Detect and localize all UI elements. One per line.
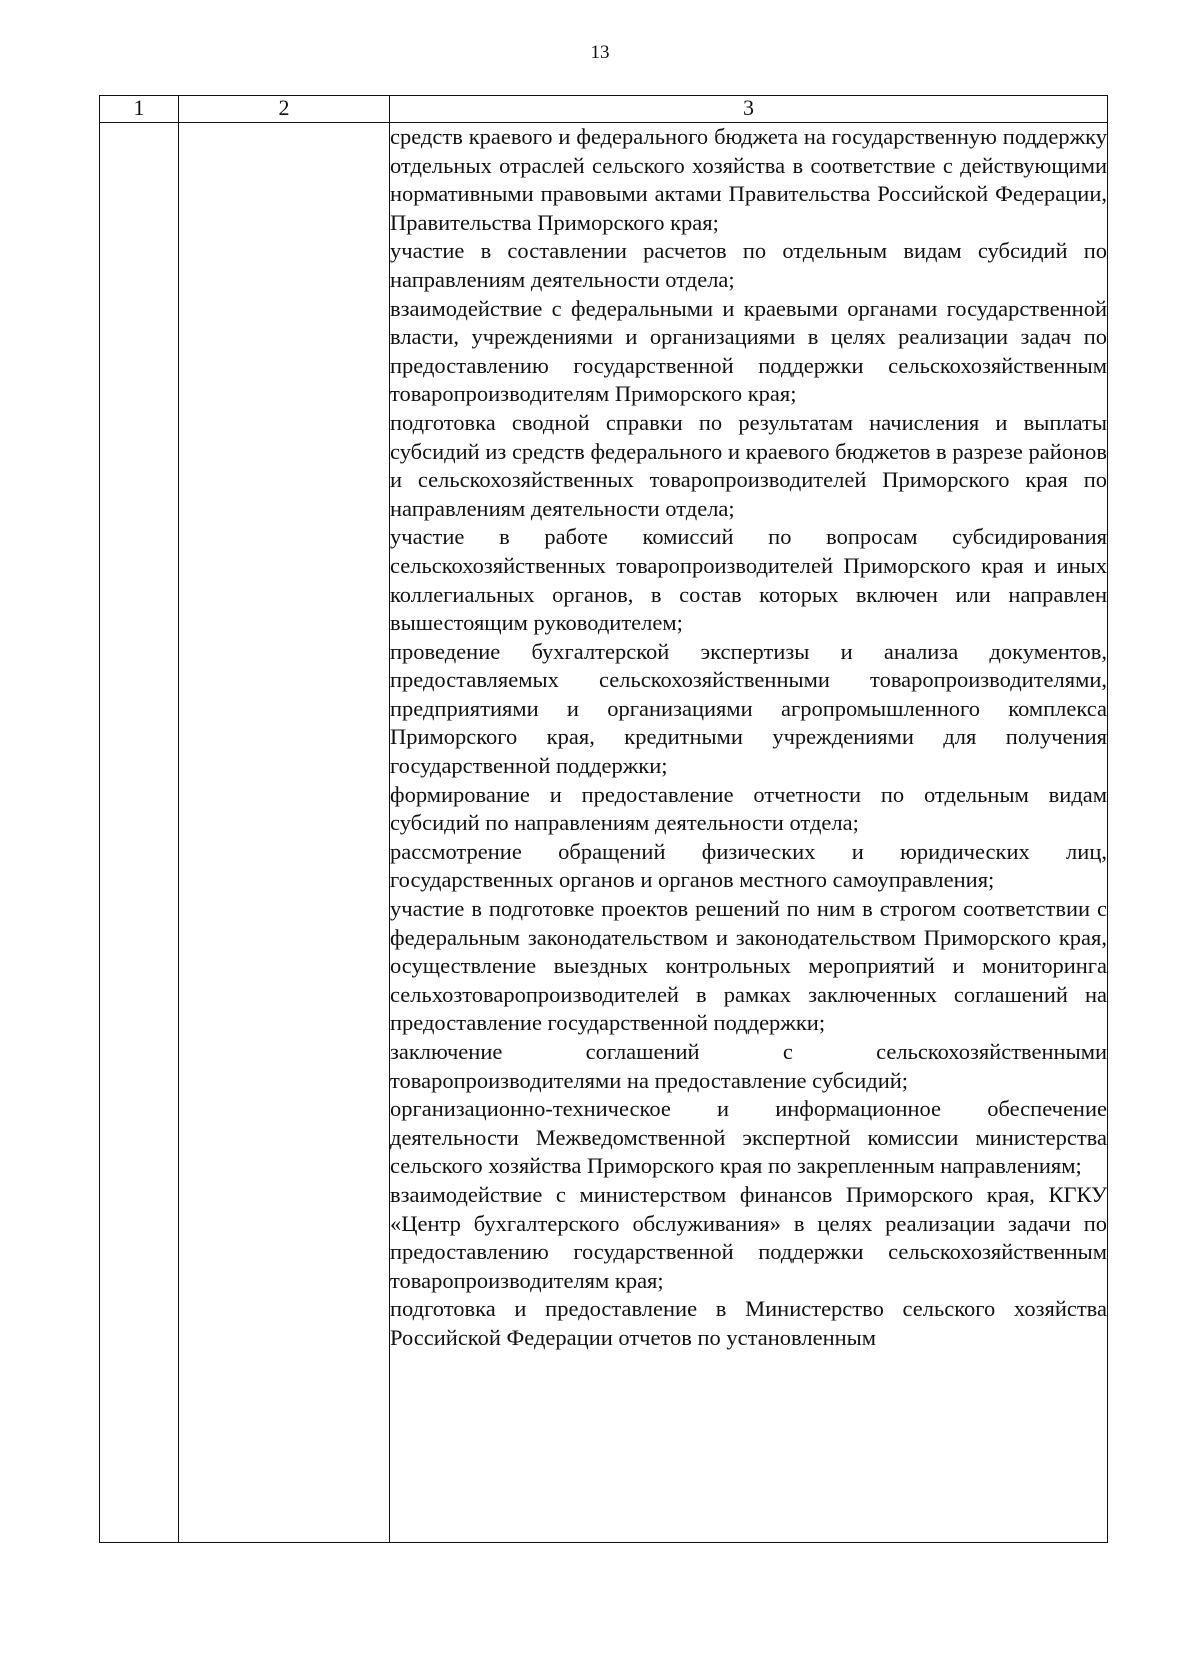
duty-paragraph: подготовка и предоставление в Министерство сельского хозяйства Российской Федерации отчетов по установленным: [390, 1296, 1107, 1350]
table-header-row: [100, 96, 1108, 123]
table-cell-col1: [100, 123, 179, 1543]
duty-paragraph: взаимодействие с министерством финансов Приморского края, КГКУ «Центр бухгалтерского обслуживания» в целях реализации задачи по предоставлению государственной поддержки сельскохозяйственным товаропроизводителям края;: [390, 1181, 1107, 1293]
duty-paragraph: участие в работе комиссий по вопросам субсидирования сельскохозяйственных товаропроизводителей Приморского края и иных коллегиальных органов, в состав которых включен или направлен вышестоящим руководителем;: [390, 524, 1107, 636]
duty-paragraph: организационно-техническое и информационное обеспечение деятельности Межведомственной экспертной комиссии министерства сельского хозяйства Приморского края по закрепленным направлениям;: [390, 1096, 1107, 1179]
duty-paragraph: формирование и предоставление отчетности по отдельным видам субсидий по направлениям деятельности отдела;: [390, 781, 1107, 836]
duty-paragraph: средств краевого и федерального бюджета на государственную поддержку отдельных отраслей сельского хозяйства в соответствие с действующими нормативными правовыми актами Правительства Российской Федерации, Правительства Приморского края;: [390, 124, 1107, 235]
duty-paragraph: взаимодействие с федеральными и краевыми органами государственной власти, учреждениями и организациями в целях реализации задач по предоставлению государственной поддержки сельскохозяйственным товаропроизводителям Приморского края;: [390, 295, 1107, 407]
duty-paragraph: рассмотрение обращений физических и юридических лиц, государственных органов и органов местного самоуправления;: [390, 838, 1107, 893]
duty-paragraph: участие в подготовке проектов решений по ним в строгом соответствии с федеральным законодательством и законодательством Приморского края, осуществление выездных контрольных мероприятий и мониторинга сельхозтоваропроизводителей в рамках заключенных соглашений на предоставление государственной поддержки;: [390, 896, 1107, 1036]
table-cell-col2: [179, 123, 390, 1543]
duty-paragraph: заключение соглашений с сельскохозяйственными товаропроизводителями на предоставление субсидий;: [390, 1039, 1107, 1093]
table-cell-col3: [390, 123, 1108, 1543]
duty-paragraph: проведение бухгалтерской экспертизы и анализа документов, предоставляемых сельскохозяйственными товаропроизводителями, предприятиями и организациями агропромышленного комплекса Приморского края, кредитными учреждениями для получения государственной поддержки;: [390, 638, 1107, 779]
duty-paragraph: подготовка сводной справки по результатам начисления и выплаты субсидий из средств федерального и краевого бюджетов в разрезе районов и сельскохозяйственных товаропроизводителей Приморского края по направлениям деятельности отдела;: [390, 409, 1107, 521]
column-header-1: 1: [100, 96, 179, 123]
duty-paragraph: участие в составлении расчетов по отдельным видам субсидий по направлениям деятельности отдела;: [390, 238, 1107, 292]
page-number: 13: [590, 42, 610, 63]
column-header-3: 3: [390, 96, 1108, 123]
column-header-2: 2: [179, 96, 390, 123]
table-row: [100, 123, 1108, 1543]
document-table: [99, 95, 1108, 1543]
